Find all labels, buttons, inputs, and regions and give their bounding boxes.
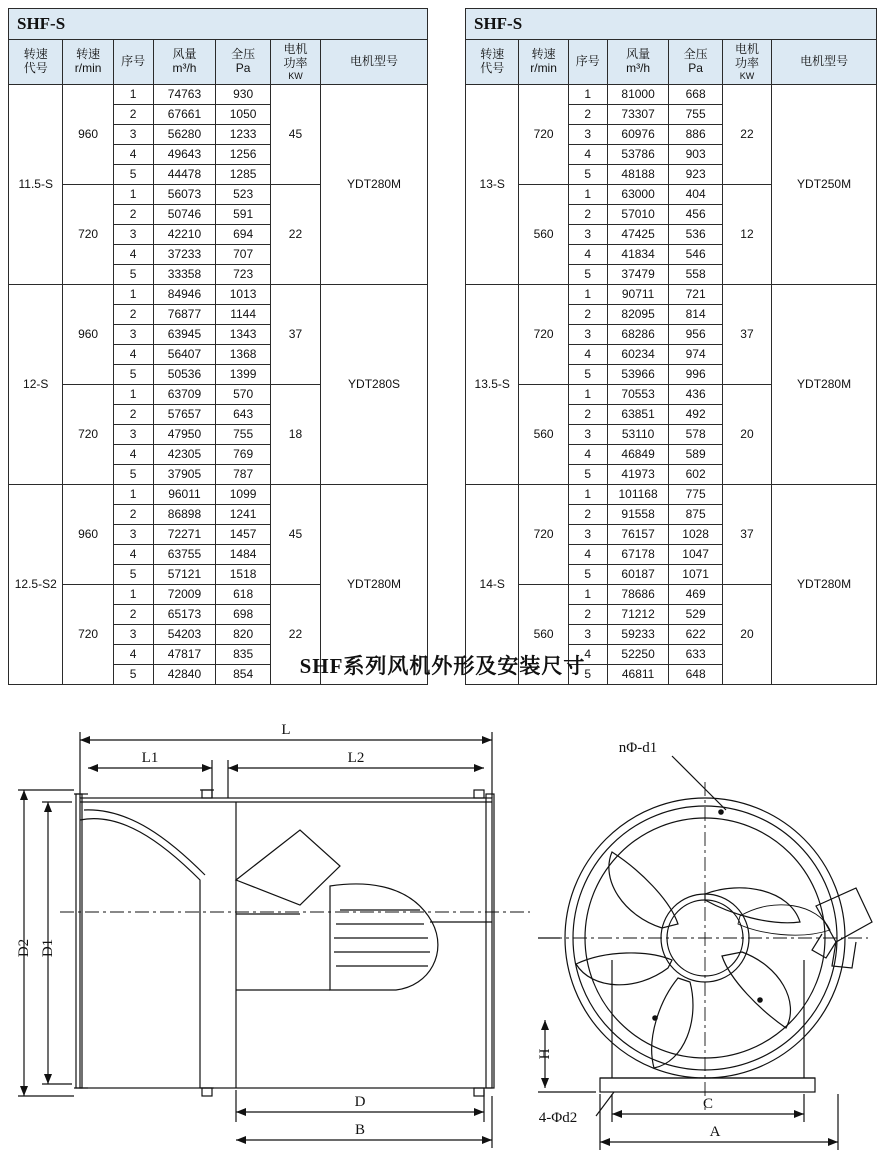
header-power: 电机 功率 KW	[722, 40, 771, 85]
cell-pressure: 769	[216, 444, 270, 464]
header-airflow: 风量 m³/h	[607, 40, 669, 85]
cell-index: 1	[113, 284, 153, 304]
cell-speed-code: 13.5-S	[466, 284, 519, 484]
spec-table-right	[465, 8, 877, 685]
cell-index: 3	[113, 624, 153, 644]
cell-motor-model: YDT280S	[321, 284, 428, 484]
cell-index: 3	[568, 524, 607, 544]
cell-pressure: 1013	[216, 284, 270, 304]
cell-speed-code: 13-S	[466, 84, 519, 284]
cell-airflow: 96011	[153, 484, 216, 504]
table-head	[466, 40, 877, 85]
cell-power: 45	[270, 84, 320, 184]
cell-airflow: 78686	[607, 584, 669, 604]
cell-index: 1	[113, 384, 153, 404]
cell-index: 3	[568, 624, 607, 644]
cell-airflow: 71212	[607, 604, 669, 624]
dim-label-L2: L2	[347, 750, 365, 766]
table-title-right: SHF-S	[465, 8, 877, 39]
cell-airflow: 60976	[607, 124, 669, 144]
cell-index: 4	[568, 544, 607, 564]
cell-pressure: 578	[669, 424, 722, 444]
cell-power: 12	[722, 184, 771, 284]
cell-index: 2	[113, 504, 153, 524]
cell-index: 4	[113, 344, 153, 364]
fan-dimension-drawing	[0, 690, 885, 1160]
cell-airflow: 56407	[153, 344, 216, 364]
header-motor-model: 电机型号	[321, 40, 428, 85]
cell-pressure: 1368	[216, 344, 270, 364]
cell-index: 1	[568, 284, 607, 304]
cell-pressure: 698	[216, 604, 270, 624]
cell-index: 4	[113, 244, 153, 264]
table-row	[9, 484, 428, 504]
cell-pressure: 456	[669, 204, 722, 224]
cell-airflow: 50536	[153, 364, 216, 384]
cell-airflow: 68286	[607, 324, 669, 344]
cell-rpm: 720	[519, 284, 568, 384]
cell-index: 1	[568, 384, 607, 404]
cell-power: 22	[722, 84, 771, 184]
cell-index: 1	[568, 484, 607, 504]
cell-pressure: 618	[216, 584, 270, 604]
cell-airflow: 81000	[607, 84, 669, 104]
cell-index: 2	[113, 104, 153, 124]
cell-pressure: 1071	[669, 564, 722, 584]
cell-index: 5	[568, 564, 607, 584]
cell-airflow: 42305	[153, 444, 216, 464]
cell-index: 1	[113, 184, 153, 204]
cell-airflow: 37905	[153, 464, 216, 484]
cell-index: 3	[568, 324, 607, 344]
cell-airflow: 37479	[607, 264, 669, 284]
cell-index: 2	[568, 504, 607, 524]
cell-airflow: 46811	[607, 664, 669, 684]
cell-airflow: 76157	[607, 524, 669, 544]
cell-index: 4	[113, 444, 153, 464]
cell-index: 4	[113, 544, 153, 564]
cell-pressure: 996	[669, 364, 722, 384]
cell-power: 18	[270, 384, 320, 484]
header-rpm: 转速 r/min	[519, 40, 568, 85]
header-power: 电机 功率 KW	[270, 40, 320, 85]
cell-pressure: 956	[669, 324, 722, 344]
dim-label-C: C	[702, 1096, 714, 1112]
cell-power: 45	[270, 484, 320, 584]
cell-pressure: 1343	[216, 324, 270, 344]
cell-airflow: 90711	[607, 284, 669, 304]
cell-airflow: 47950	[153, 424, 216, 444]
table-title-left: SHF-S	[8, 8, 428, 39]
cell-pressure: 903	[669, 144, 722, 164]
cell-airflow: 86898	[153, 504, 216, 524]
cell-pressure: 1457	[216, 524, 270, 544]
cell-airflow: 46849	[607, 444, 669, 464]
table-row	[9, 84, 428, 104]
table-body-left	[9, 84, 428, 684]
cell-pressure: 923	[669, 164, 722, 184]
cell-pressure: 648	[669, 664, 722, 684]
cell-airflow: 56073	[153, 184, 216, 204]
cell-pressure: 589	[669, 444, 722, 464]
figure-title: SHF系列风机外形及安装尺寸	[299, 654, 586, 678]
cell-airflow: 57657	[153, 404, 216, 424]
cell-airflow: 72271	[153, 524, 216, 544]
dim-label-D: D	[354, 1094, 366, 1110]
cell-pressure: 536	[669, 224, 722, 244]
cell-pressure: 875	[669, 504, 722, 524]
cell-pressure: 546	[669, 244, 722, 264]
cell-pressure: 570	[216, 384, 270, 404]
cell-pressure: 1256	[216, 144, 270, 164]
cell-airflow: 57010	[607, 204, 669, 224]
cell-pressure: 622	[669, 624, 722, 644]
cell-index: 2	[113, 204, 153, 224]
cell-pressure: 820	[216, 624, 270, 644]
fan-spec-table-right	[465, 39, 877, 685]
cell-airflow: 63851	[607, 404, 669, 424]
cell-pressure: 1047	[669, 544, 722, 564]
cell-pressure: 529	[669, 604, 722, 624]
cell-rpm: 960	[63, 84, 113, 184]
cell-airflow: 63945	[153, 324, 216, 344]
cell-airflow: 67178	[607, 544, 669, 564]
cell-pressure: 1050	[216, 104, 270, 124]
cell-airflow: 53786	[607, 144, 669, 164]
cell-index: 3	[113, 524, 153, 544]
cell-pressure: 404	[669, 184, 722, 204]
cell-index: 2	[568, 404, 607, 424]
header-index: 序号	[113, 40, 153, 85]
cell-index: 3	[113, 324, 153, 344]
cell-index: 3	[568, 424, 607, 444]
cell-pressure: 886	[669, 124, 722, 144]
cell-pressure: 602	[669, 464, 722, 484]
dim-label-L1: L1	[141, 750, 159, 766]
dim-label-L: L	[281, 722, 291, 738]
dim-label-D2: D2	[16, 938, 32, 958]
cell-pressure: 469	[669, 584, 722, 604]
cell-rpm: 720	[63, 584, 113, 684]
table-row	[9, 284, 428, 304]
cell-power: 22	[270, 584, 320, 684]
cell-airflow: 53110	[607, 424, 669, 444]
drawing-svg	[0, 690, 885, 1160]
cell-index: 5	[113, 364, 153, 384]
cell-pressure: 591	[216, 204, 270, 224]
cell-index: 5	[113, 264, 153, 284]
dim-label-A: A	[709, 1124, 721, 1140]
cell-pressure: 930	[216, 84, 270, 104]
fan-spec-table-left	[8, 39, 428, 685]
cell-airflow: 72009	[153, 584, 216, 604]
cell-airflow: 57121	[153, 564, 216, 584]
dim-label-B: B	[354, 1122, 366, 1138]
cell-pressure: 787	[216, 464, 270, 484]
cell-pressure: 974	[669, 344, 722, 364]
cell-airflow: 47425	[607, 224, 669, 244]
cell-rpm: 720	[63, 184, 113, 284]
cell-pressure: 1399	[216, 364, 270, 384]
cell-index: 5	[568, 364, 607, 384]
dim-label-H: H	[537, 1048, 553, 1060]
cell-index: 5	[113, 564, 153, 584]
cell-airflow: 63755	[153, 544, 216, 564]
cell-pressure: 1285	[216, 164, 270, 184]
table-header-row	[466, 40, 877, 85]
cell-speed-code: 12-S	[9, 284, 63, 484]
cell-airflow: 42840	[153, 664, 216, 684]
cell-index: 4	[568, 244, 607, 264]
cell-airflow: 60187	[607, 564, 669, 584]
cell-speed-code: 14-S	[466, 484, 519, 684]
cell-airflow: 91558	[607, 504, 669, 524]
cell-airflow: 70553	[607, 384, 669, 404]
header-rpm: 转速 r/min	[63, 40, 113, 85]
cell-motor-model: YDT280M	[772, 284, 877, 484]
cell-motor-model: YDT250M	[772, 84, 877, 284]
cell-index: 4	[113, 644, 153, 664]
cell-power: 20	[722, 584, 771, 684]
cell-rpm: 560	[519, 584, 568, 684]
cell-airflow: 76877	[153, 304, 216, 324]
cell-pressure: 1233	[216, 124, 270, 144]
cell-rpm: 560	[519, 184, 568, 284]
cell-pressure: 1518	[216, 564, 270, 584]
cell-pressure: 643	[216, 404, 270, 424]
header-motor-model: 电机型号	[772, 40, 877, 85]
cell-airflow: 101168	[607, 484, 669, 504]
cell-index: 3	[568, 124, 607, 144]
table-row	[466, 284, 877, 304]
cell-pressure: 633	[669, 644, 722, 664]
cell-index: 1	[568, 84, 607, 104]
cell-rpm: 960	[63, 284, 113, 384]
cell-index: 2	[113, 404, 153, 424]
cell-pressure: 523	[216, 184, 270, 204]
cell-airflow: 84946	[153, 284, 216, 304]
cell-index: 4	[113, 144, 153, 164]
cell-pressure: 668	[669, 84, 722, 104]
cell-airflow: 42210	[153, 224, 216, 244]
cell-power: 22	[270, 184, 320, 284]
header-speed-code: 转速 代号	[466, 40, 519, 85]
cell-airflow: 73307	[607, 104, 669, 124]
cell-index: 4	[568, 444, 607, 464]
cell-pressure: 1241	[216, 504, 270, 524]
cell-airflow: 67661	[153, 104, 216, 124]
cell-pressure: 436	[669, 384, 722, 404]
cell-index: 5	[568, 264, 607, 284]
cell-index: 4	[568, 144, 607, 164]
cell-pressure: 723	[216, 264, 270, 284]
cell-index: 4	[568, 644, 607, 664]
cell-airflow: 60234	[607, 344, 669, 364]
cell-airflow: 82095	[607, 304, 669, 324]
cell-rpm: 720	[519, 84, 568, 184]
header-pressure: 全压 Pa	[216, 40, 270, 85]
cell-power: 37	[270, 284, 320, 384]
cell-index: 3	[113, 124, 153, 144]
header-speed-code: 转速 代号	[9, 40, 63, 85]
cell-airflow: 63709	[153, 384, 216, 404]
cell-airflow: 59233	[607, 624, 669, 644]
cell-index: 2	[113, 604, 153, 624]
header-pressure: 全压 Pa	[669, 40, 722, 85]
cell-pressure: 835	[216, 644, 270, 664]
cell-pressure: 707	[216, 244, 270, 264]
cell-airflow: 41973	[607, 464, 669, 484]
cell-rpm: 960	[63, 484, 113, 584]
cell-pressure: 1144	[216, 304, 270, 324]
cell-speed-code: 12.5-S2	[9, 484, 63, 684]
cell-index: 1	[568, 184, 607, 204]
cell-pressure: 492	[669, 404, 722, 424]
cell-index: 1	[568, 584, 607, 604]
header-index: 序号	[568, 40, 607, 85]
table-header-row	[9, 40, 428, 85]
cell-index: 1	[113, 84, 153, 104]
header-airflow: 风量 m³/h	[153, 40, 216, 85]
cell-rpm: 560	[519, 384, 568, 484]
cell-power: 37	[722, 284, 771, 384]
cell-airflow: 54203	[153, 624, 216, 644]
cell-index: 3	[113, 424, 153, 444]
hole-label-top: nΦ-d1	[618, 740, 658, 756]
cell-rpm: 720	[519, 484, 568, 584]
cell-airflow: 53966	[607, 364, 669, 384]
cell-index: 5	[113, 164, 153, 184]
cell-index: 5	[568, 164, 607, 184]
cell-pressure: 558	[669, 264, 722, 284]
cell-pressure: 814	[669, 304, 722, 324]
cell-pressure: 755	[669, 104, 722, 124]
cell-airflow: 49643	[153, 144, 216, 164]
cell-pressure: 755	[216, 424, 270, 444]
cell-index: 3	[568, 224, 607, 244]
cell-airflow: 48188	[607, 164, 669, 184]
cell-rpm: 720	[63, 384, 113, 484]
cell-power: 37	[722, 484, 771, 584]
cell-pressure: 1028	[669, 524, 722, 544]
cell-index: 5	[568, 664, 607, 684]
cell-airflow: 44478	[153, 164, 216, 184]
cell-airflow: 47817	[153, 644, 216, 664]
cell-pressure: 694	[216, 224, 270, 244]
dim-label-D1: D1	[40, 938, 56, 958]
cell-motor-model: YDT280M	[321, 84, 428, 284]
cell-speed-code: 11.5-S	[9, 84, 63, 284]
cell-index: 2	[568, 304, 607, 324]
table-row	[466, 84, 877, 104]
cell-airflow: 50746	[153, 204, 216, 224]
cell-pressure: 1099	[216, 484, 270, 504]
cell-power: 20	[722, 384, 771, 484]
cell-airflow: 52250	[607, 644, 669, 664]
cell-airflow: 74763	[153, 84, 216, 104]
table-row	[466, 484, 877, 504]
table-head	[9, 40, 428, 85]
hole-label-bottom: 4-Φd2	[538, 1110, 578, 1126]
cell-motor-model: YDT280M	[321, 484, 428, 684]
cell-index: 4	[568, 344, 607, 364]
cell-index: 2	[568, 604, 607, 624]
cell-airflow: 65173	[153, 604, 216, 624]
cell-airflow: 63000	[607, 184, 669, 204]
cell-airflow: 33358	[153, 264, 216, 284]
cell-index: 5	[113, 464, 153, 484]
cell-index: 2	[568, 204, 607, 224]
cell-index: 1	[113, 484, 153, 504]
cell-index: 1	[113, 584, 153, 604]
cell-motor-model: YDT280M	[772, 484, 877, 684]
cell-pressure: 775	[669, 484, 722, 504]
cell-index: 2	[113, 304, 153, 324]
cell-airflow: 56280	[153, 124, 216, 144]
table-body-right	[466, 84, 877, 684]
cell-index: 3	[113, 224, 153, 244]
spec-table-left	[8, 8, 428, 685]
cell-pressure: 721	[669, 284, 722, 304]
cell-pressure: 854	[216, 664, 270, 684]
cell-airflow: 41834	[607, 244, 669, 264]
cell-pressure: 1484	[216, 544, 270, 564]
cell-index: 5	[113, 664, 153, 684]
cell-index: 5	[568, 464, 607, 484]
cell-airflow: 37233	[153, 244, 216, 264]
cell-index: 2	[568, 104, 607, 124]
